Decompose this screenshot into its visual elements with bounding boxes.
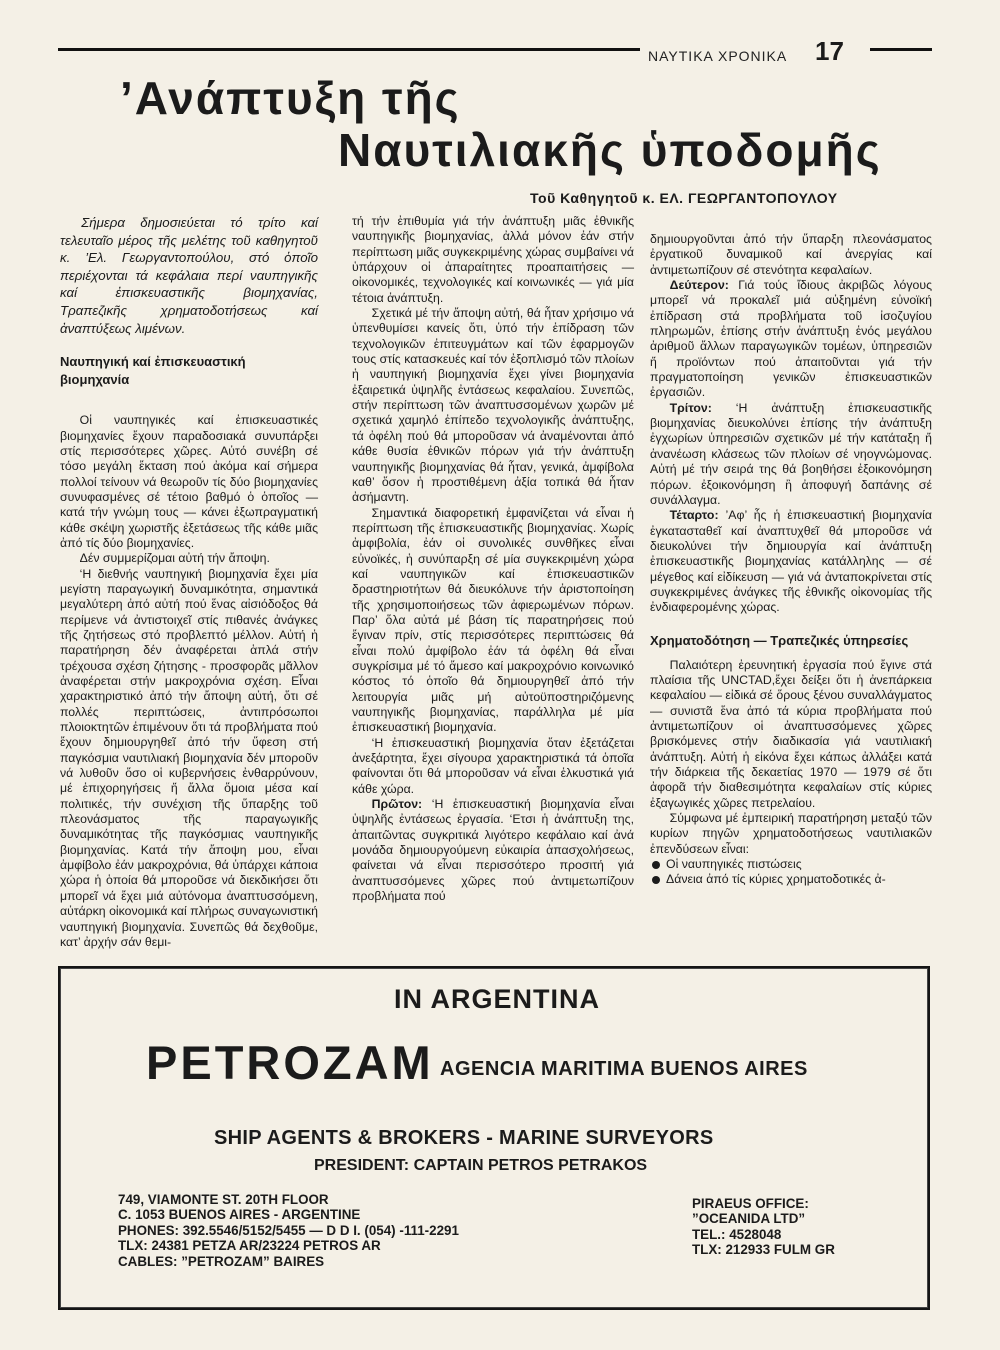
publication-name: ΝΑΥΤΙΚΑ ΧΡΟΝΙΚΑ [648, 48, 788, 64]
paragraph-text: ‘Η ἀνάπτυξη ἐπισκευαστικῆς βιομηχανίας διευκολύνει ἐπίσης τήν ἀνάπτυξη ἐγχωρίων ὑπηρεσιῶν σχετικῶν μέ τήν κατάταξη ἤ ἀνανέωση κλάσεως τῶν πλοίων σέ νηογνώμονας. Αὐτή μέ τήν σειρά της θά βοηθήσει ἐξοικονόμηση πόρων. ἐξοικονόμηση ἢ ἀποφυγή δαπάνης σέ συνάλλαγμα. [650, 400, 932, 507]
paragraph: τή τήν ἐπιθυμία γιά τήν ἀνάπτυξη μιᾶς ἐθνικῆς ναυπηγικῆς βιομηχανίας, ἀλλά μόνον ἐάν στήν περίπτωση μιᾶς συγκεκριμένης χώρας συμβαίνει νά ὑπάρχουν οἱ ἀπαραίτητες προαπαιτήσεις — οἰκονομικές, τεχνολογικές καί κοινωνικές — γιά μία τέτοια ἀνάπτυξη. [352, 214, 634, 305]
ad-piraeus-tel: TEL.: 4528048 [692, 1226, 782, 1242]
paragraph-label: Τέταρτο: [669, 508, 719, 523]
article-column-2 [352, 214, 634, 904]
ad-piraeus-heading: PIRAEUS OFFICE: [692, 1196, 809, 1211]
paragraph: Δέν συμμερίζομαι αὐτή τήν ἄποψη. [79, 551, 270, 566]
ad-address-line: C. 1053 BUENOS AIRES - ARGENTINE [118, 1207, 361, 1223]
paragraph-text: Γιά τούς ἴδιους ἀκριβῶς λόγους μπορεῖ νά προκαλεῖ μιά αὐξημένη εὐνοϊκή ἐπίδραση στά προβλήματα τοῦ ἰσοζυγίου πληρωμῶν, ἐπίσης στήν ἀνάπτυξη ἑνός μεγάλου ἀριθμοῦ ἄλλων παραγωγικῶν τομέων, ὑπηρεσιῶν ἤ προϊόντων πού ἀπαιτοῦνται γιά τήν πραγματοποίηση γενικῶν ἐπισκευαστικῶν ἐργασιῶν. [650, 278, 932, 400]
header-rule-right [870, 48, 932, 51]
article-title-line1: ’Ανάπτυξη τῆς [120, 72, 461, 124]
ad-address-block [118, 1192, 459, 1269]
paragraph: δημιουργοῦνται ἀπό τήν ὕπαρξη πλεονάσματος ἐργατικοῦ δυναμικοῦ καί ἀνεργίας καί ἀντιμετωπίζουν σέ στενότητα κεφαλαίων. [650, 232, 932, 277]
ad-telex: TLX: 24381 PETZA AR/23224 PETROS AR [118, 1238, 381, 1254]
ad-brand-name: PETROZAM [146, 1036, 434, 1089]
paragraph [650, 278, 932, 401]
article-column-3 [650, 232, 932, 888]
ad-agency: AGENCIA MARITIMA BUENOS AIRES [440, 1058, 808, 1080]
ad-phones: PHONES: 392.5546/5152/5455 — D D I. (054) -111-2291 [118, 1222, 459, 1238]
paragraph-label: Πρῶτον: [371, 797, 423, 812]
paragraph [650, 508, 932, 615]
paragraph: Οἱ ναυπηγικές καί ἐπισκευαστικές βιομηχανίες ἔχουν παραδοσιακά συνυπάρξει στίς περισσότερες χῶρες. Αὐτό συνέβη σέ τόσο μεγάλη ἔκταση πού ἀκόμα καί σήμερα πολλοί τείνουν νά θεωροῦν τίς δύο βιομηχανίες συνυφασμένες σέ τέτοιο βαθμό ὁ ὁποῖος — κατά τήν γνώμη τους — κάνει ἐξωπραγματική κάθε σκέψη χωριστῆς ἐξετάσεως τῆς κάθε μιᾶς ἀπό τίς δύο βιομηχανίες. [60, 413, 318, 550]
section-heading-shipbuilding: Ναυπηγική καί ἐπισκευαστική βιομηχανία [60, 354, 246, 388]
paragraph: ‘Η διεθνής ναυπηγική βιομηχανία ἔχει μία μεγίστη παραγωγική δυναμικότητα, σημαντικά μεγαλύτερη ἀπό αὐτή πού ἕνας αἰσιόδοξος θά περίμενε νά ἀντιστοιχεῖ στίς πιθανές ἀνάγκες τῆς ζητήσεως στό προβλεπτό μέλλον. Αὐτή ἡ παρατήρηση δέν ἀναφέρεται ἁπλά στήν τρέχουσα σχέση ζήτησης - προσφορᾶς μᾶλλον ἀναφέρεται στήν μακροχρόνια σχέση. Εἶναι χαρακτηριστικό ἀπό τήν ἄποψη αὐτή, ὅτι σέ πολλές περιπτώσεις, ἀντιπρόσωποι πλοιοκτητῶν ἐπιμένουν ὅτι τά προβλήματα πού ἔχουν δημιουργηθεῖ ἀπό τήν ὕφεση στή παγκόσμια ναυτιλιακή βιομηχανία δέν μποροῦν νά λυθοῦν ὅσο οἱ κυβερνήσεις ἐνθαρρύνουν, μέ ἐπιχορηγήσεις ἤ ἄλλα ὅμοια μέσα καί πολιτικές, τήν συνέχιση τῆς ὕπαρξης τοῦ πλεονάσματος τῆς παραγωγικῆς δυναμικότητας τῆς παγκόσμιας ναυπηγικῆς βιομηχανίας. Κατά τήν ἄποψη μου, εἶναι ἀμφίβολο ἐάν μακροχρόνια, θά ὑπάρχει κάποια χώρα ἡ ὁποία θά μποροῦσε νά διεκδικήσει ὅτι μπορεῖ νά ἔχει μιά αὐτόνομα ἀναπτυσσόμενη, αὐτάρκη οἰκονομικά καί πλήρως συναγωνιστική ναυπηγική βιομηχανία. Συνεπῶς θά δεχθοῦμε, κατ’ ἀρχήν σάν θεμι- [60, 566, 318, 949]
paragraph [352, 797, 634, 904]
list-item: Οἱ ναυπηγικές πιστώσεις [650, 857, 932, 872]
ad-services: SHIP AGENTS & BROKERS - MARINE SURVEYORS [214, 1127, 714, 1149]
ad-president: PRESIDENT: CAPTAIN PETROS PETRAKOS [314, 1157, 648, 1174]
header-rule-left [58, 48, 640, 51]
paragraph: ‘Η ἐπισκευαστική βιομηχανία ὅταν ἐξετάζεται ἀνεξάρτητα, ἔχει σίγουρα χαρακτηριστικά τά ὁποῖα φαίνονται ὅτι θά μποροῦσαν νά εἶναι ἑλκυστικά γιά κάθε χώρα. [352, 735, 634, 796]
ad-piraeus-block [692, 1196, 835, 1258]
paragraph-label: Δεύτερον: [669, 278, 729, 293]
ad-address-line: 749, VIAMONTE ST. 20TH FLOOR [118, 1192, 329, 1207]
paragraph: Παλαιότερη ἐρευνητική ἐργασία πού ἔγινε στά πλαίσια τῆς UNCTAD,ἔχει δείξει ὅτι ἡ ἀνεπάρκεια κεφαλαίου — εἰδικά σέ ὅρους ξένου συναλλάγματος — συνιστᾶ ἕνα ἀπό τά κύρια προβλήματα πού ἀντιμετωπίζουν οἱ ἀναπτυσσόμενες χῶρες βρισκόμενες στήν διαδικασία γιά ναυτιλιακή ἀνάπτυξη. Αὐτή ἡ εἰκόνα ἔχει κάπως ἀλλάξει κατά τήν διάρκεια τῆς δεκαετίας 1970 — 1979 σέ ὅτι ἀφορᾶ τήν διαθεσιμότητα κεφαλαίων στίς κύριες ἐξαγωγικές χῶρες πετρελαίου. [650, 657, 932, 810]
page-number: 17 [815, 36, 844, 66]
paragraph: Σημαντικά διαφορετική ἐμφανίζεται νά εἶναι ἡ περίπτωση τῆς ἐπισκευαστικῆς βιομηχανίας. Χωρίς ἀμφιβολία, ἐάν οἱ συνολικές συνθῆκες εἶναι εὐνοϊκές, ἡ συνύπαρξη σέ μία συγκεκριμένη χώρα καί ναυπηγικῶν καί ἐπισκευαστικῶν δραστηριοτήτων θά διευκόλυνε τήν ἀριστοποίηση τῆς χρησιμοποιήσεως τῶν ἀφιερωμένων πόρων. Παρ’ ὅλα αὐτά μέ βάση τίς παρατηρήσεις πού ἔγιναν πρίν, στίς περισσότερες περιπτώσεις θά εἶναι πολύ ἀμφίβολο ἐάν τά ὀφέλη θά εἶναι συγκρίσιμα μέ τό ἄμεσο καί μακροχρόνιο κοινωνικό κόστος τό ὁποῖο θά δημιουργηθεῖ ἀπό τήν λειτουργία μιᾶς μή αὐτοϋποστηριζόμενης ναυπηγικῆς βιομηχανίας, παράλληλα μέ μία ἐπισκευαστική βιομηχανία. [352, 505, 634, 735]
paragraph: Σύμφωνα μέ ἐμπειρική παρατήρηση μεταξύ τῶν κυρίων πηγῶν χρηματοδοτήσεως ναυτιλιακῶν ἐπενδύσεων εἶναι: [650, 811, 932, 856]
article-byline: Τοῦ Καθηγητοῦ κ. ΕΛ. ΓΕΩΡΓΑΝΤΟΠΟΥΛΟΥ [530, 190, 838, 206]
paragraph-label: Τρίτον: [669, 400, 712, 415]
article-column-1 [60, 214, 318, 950]
article-title-line2: Ναυτιλιακῆς ὑποδομῆς [338, 124, 882, 176]
ad-piraeus-company: ”OCEANIDA LTD” [692, 1211, 806, 1227]
paragraph: Σχετικά μέ τήν ἄποψη αὐτή, θά ἦταν χρήσιμο νά ὑπενθυμίσει κανείς ὅτι, ὑπό τήν ἐπίδραση τῶν τεχνολογικῶν ἐπιτευγμάτων καί τῶν ἐφαρμογῶν τους στίς κατασκευές καί τόν ἐξοπλισμό τῶν πλοίων ἡ ναυπηγική βιομηχανία ἔχει γίνει βιομηχανία ἐξαιρετικά ὑψηλῆς ἐντάσεως κεφαλαίου. Συνεπῶς, στήν περίπτωση τῶν ἀναπτυσσομένων χωρῶν μέ σχετικά χαμηλό ἐπίπεδο τεχνολογικῆς ἀνάπτυξης, τά ὀφέλη πού θά μποροῦσαν νά ἀναμένονται ἀπό κάθε θυσία ἐθνικῶν πόρων γιά τήν ἀνάπτυξη ναυπηγικῆς βιομηχανίας θά ἦταν, γενικά, ἀμφίβολα καθ’ ὅσον ἡ προστιθέμενη ἀξία τοπικά θά ἦταν ἀσήμαντη. [352, 306, 634, 505]
ad-country: IN ARGENTINA [394, 984, 600, 1014]
paragraph-text: ‘Η ἐπισκευαστική βιομηχανία εἶναι ὑψηλῆς ἐντάσεως ἐργασία. ‘Ετσι ἡ ἀνάπτυξη της, ἀπαιτῶντας συγκριτικά λιγότερο κεφάλαιο καί ἀνά μονάδα δημιουργούμενη εὐκαιρία ἀπασχολήσεως, φαίνεται νά εἶναι περισσότερο προσιτή γιά ἀναπτυσσόμενες χῶρες πού ἀντιμετωπίζουν προβλήματα πού [352, 797, 634, 904]
ad-piraeus-telex: TLX: 212933 FULM GR [692, 1242, 835, 1258]
paragraph-text: ’Αφ’ ἧς ἡ ἐπισκευαστική βιομηχανία ἐγκατασταθεῖ καί ἀναπτυχθεῖ θά μποροῦσε νά διευκολύνει τήν δημιουργία καί ἀνάπτυξη ἐπισκευαστικῆς βιομηχανίας κατάλληλης — σέ μέγεθος καί εἰδίκευση — γιά νά ἀνταποκρίνεται στίς συγκεκριμένες ἀνάγκες τῆς ἐθνικῆς οἰκονομίας τῆς ἐνδιαφερομένης χώρας. [650, 508, 932, 615]
ad-cables: CABLES: ”PETROZAM” BAIRES [118, 1253, 325, 1269]
article-intro: Σήμερα δημοσιεύεται τό τρίτο καί τελευταῖο μέρος τῆς μελέτης τοῦ καθηγητοῦ κ. ’Ελ. Γεωργαντοπούλου, στό ὁποῖο περιέχονται τά κεφάλαια περί ναυπηγικῆς καί ἐπισκευαστικῆς βιομηχανίας, Τραπεζικῆς χρηματοδοτήσεως καί ἀναπτύξεως λιμένων. [60, 215, 318, 336]
list-item: Δάνεια ἀπό τίς κύριες χρηματοδοτικές ἀ- [650, 872, 932, 887]
paragraph [650, 401, 932, 508]
section-heading-financing: Χρηματοδότηση — Τραπεζικές ὑπηρεσίες [650, 632, 909, 648]
